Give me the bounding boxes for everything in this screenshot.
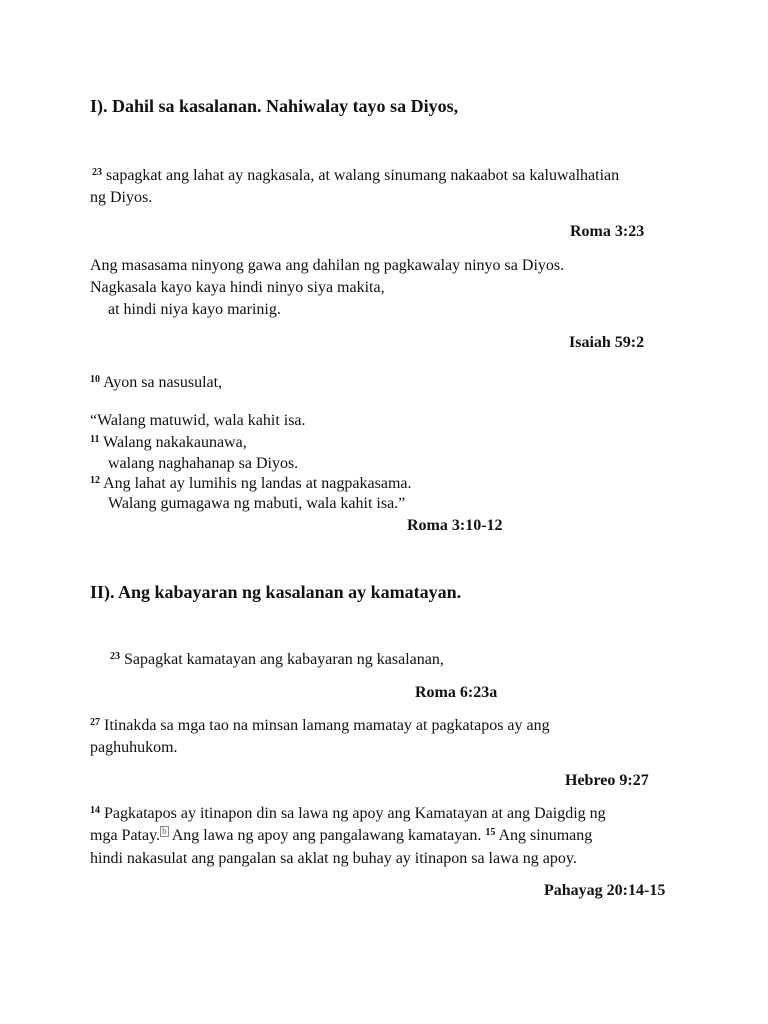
verse-roma-3-11-line-2: walang naghahanap sa Diyos. xyxy=(108,455,299,472)
verse-number: 10 xyxy=(90,374,100,385)
verse-isaiah-line-2: Nagkasala kayo kaya hindi ninyo siya makita, xyxy=(90,279,385,296)
verse-roma-3-12-line-1 xyxy=(90,474,411,494)
verse-text: Ang sinumang xyxy=(498,827,593,844)
reference-pahayag-20-14-15: Pahayag 20:14-15 xyxy=(544,882,666,899)
section-heading-1: I). Dahil sa kasalanan. Nahiwalay tayo sa Diyos, xyxy=(90,96,459,116)
verse-text: Ayon sa nasusulat, xyxy=(103,374,223,391)
reference-hebreo-9-27: Hebreo 9:27 xyxy=(565,772,649,789)
footnote-marker[interactable]: b xyxy=(162,826,167,836)
verse-roma-3-12-line-2: Walang gumagawa ng mabuti, wala kahit isa.” xyxy=(108,495,406,512)
verse-pahayag-line-1 xyxy=(90,804,606,824)
verse-number: 23 xyxy=(110,651,120,662)
verse-number: 12 xyxy=(90,475,100,486)
verse-roma-3-10-intro xyxy=(90,373,222,393)
verse-text: Ang lawa ng apoy ang pangalawang kamatayan. xyxy=(171,827,482,844)
section-heading-2: II). Ang kabayaran ng kasalanan ay kamatayan. xyxy=(90,582,462,602)
verse-roma-3-11-line-1 xyxy=(90,433,247,453)
reference-roma-6-23a: Roma 6:23a xyxy=(415,684,498,701)
verse-text: sapagkat ang lahat ay nagkasala, at walang sinumang nakaabot sa kaluwalhatian xyxy=(106,167,620,184)
verse-number: 14 xyxy=(90,805,100,816)
reference-roma-3-23: Roma 3:23 xyxy=(570,223,645,240)
verse-pahayag-line-2 xyxy=(90,826,592,846)
verse-hebreo-line-1 xyxy=(90,716,550,736)
verse-text: Walang nakakaunawa, xyxy=(103,434,247,451)
verse-hebreo-line-2: paghuhukom. xyxy=(90,739,178,756)
reference-isaiah-59-2: Isaiah 59:2 xyxy=(569,334,645,351)
verse-text: mga Patay. xyxy=(90,827,161,844)
verse-isaiah-line-1: Ang masasama ninyong gawa ang dahilan ng pagkawalay ninyo sa Diyos. xyxy=(90,257,565,274)
verse-roma-6-23 xyxy=(110,650,444,670)
verse-isaiah-line-3: at hindi niya kayo marinig. xyxy=(108,301,281,318)
verse-text: Pagkatapos ay itinapon din sa lawa ng apoy ang Kamatayan at ang Daigdig ng xyxy=(104,805,606,822)
verse-text: Sapagkat kamatayan ang kabayaran ng kasalanan, xyxy=(124,651,444,668)
verse-pahayag-line-3: hindi nakasulat ang pangalan sa aklat ng buhay ay itinapon sa lawa ng apoy. xyxy=(90,850,577,867)
verse-text: Itinakda sa mga tao na minsan lamang mamatay at pagkatapos ay ang xyxy=(104,717,550,734)
verse-number: 27 xyxy=(90,717,100,728)
verse-number: 15 xyxy=(485,827,496,838)
verse-number: 11 xyxy=(90,434,100,445)
verse-text: Ang lahat ay lumihis ng landas at nagpakasama. xyxy=(103,475,412,492)
reference-roma-3-10-12: Roma 3:10-12 xyxy=(407,517,503,534)
verse-number: 23 xyxy=(92,167,102,178)
verse-roma-3-23-line-1 xyxy=(92,166,619,186)
verse-roma-3-10-line-1: “Walang matuwid, wala kahit isa. xyxy=(90,412,306,429)
verse-roma-3-23-line-2: ng Diyos. xyxy=(90,189,153,206)
